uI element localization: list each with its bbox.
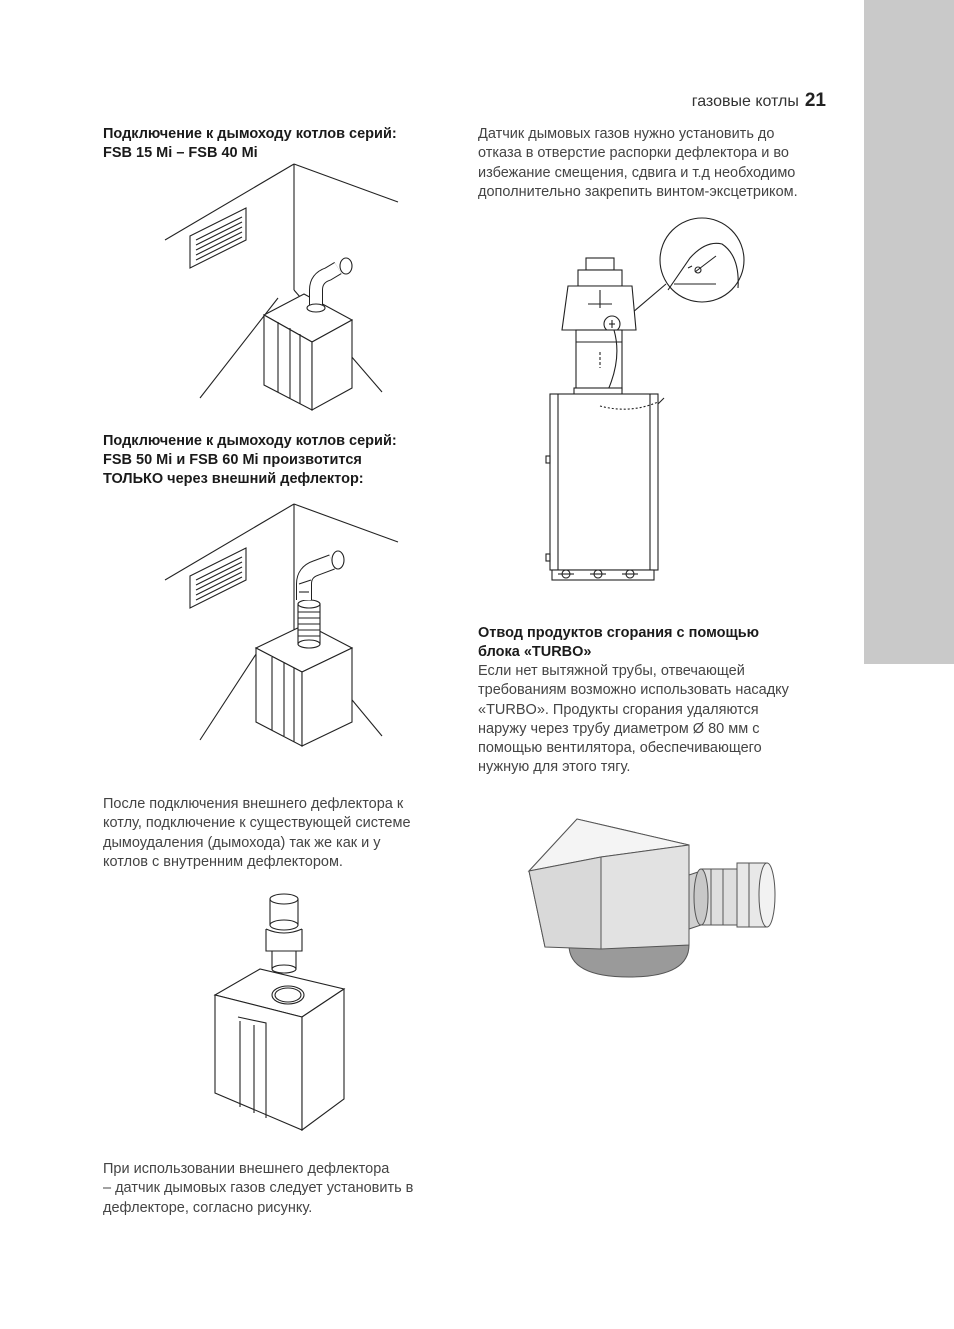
paragraph-line: дополнительно закрепить винтом-эксцетриком.: [478, 183, 798, 200]
heading-line: Подключение к дымоходу котлов серий:: [103, 126, 397, 142]
heading-line: Подключение к дымоходу котлов серий:: [103, 433, 397, 449]
heading-line: Отвод продуктов сгорания с помощью: [478, 625, 759, 641]
boiler-internal-deflector-figure: [160, 160, 400, 400]
boiler-deflector-front-figure: [210, 885, 350, 1130]
paragraph-sensor-install: [103, 1160, 413, 1218]
heading-line: блока «TURBO»: [478, 644, 592, 660]
heading-line: FSB 50 Mi и FSB 60 Mi произвотится: [103, 452, 362, 468]
heading-line: ТОЛЬКО через внешний дефлектор:: [103, 471, 364, 487]
deflector-sensor-figure: [540, 218, 770, 583]
paragraph-line: При использовании внешнего дефлектора: [103, 1161, 390, 1177]
heading-line: FSB 15 Mi – FSB 40 Mi: [103, 145, 258, 161]
paragraph-line: наружу через трубу диаметром Ø 80 мм с: [478, 720, 760, 737]
section-title: газовые котлы: [691, 93, 799, 110]
turbo-unit-figure: [525, 815, 775, 985]
paragraph-line: нужную для этого тягу.: [478, 759, 631, 776]
paragraph-line: дымоудаления (дымохода) так же как и у: [103, 834, 381, 851]
heading-turbo: [478, 624, 759, 662]
paragraph-line: отказа в отверстие распорки дефлектора и во: [478, 145, 789, 162]
paragraph-line: котлов с внутренним дефлектором.: [103, 853, 343, 870]
paragraph-line: Датчик дымовых газов нужно установить до: [478, 126, 775, 142]
paragraph-line: помощью вентилятора, обеспечивающего: [478, 740, 762, 757]
heading-fsb15-40: [103, 125, 397, 163]
paragraph-turbo: [478, 662, 789, 778]
paragraph-line: котлу, подключение к существующей системе: [103, 815, 411, 832]
page-number: 21: [804, 90, 826, 111]
side-tab: [864, 0, 954, 664]
paragraph-line: «TURBO». Продукты сгорания удаляются: [478, 701, 759, 718]
paragraph-line: требованиям возможно использовать насадку: [478, 682, 789, 699]
paragraph-line: избежание смещения, сдвига и т.д необходимо: [478, 164, 796, 181]
paragraph-sensor-placement: [478, 125, 798, 202]
paragraph-line: дефлекторе, согласно рисунку.: [103, 1199, 313, 1216]
paragraph-line: – датчик дымовых газов следует установить в: [103, 1180, 414, 1197]
paragraph-line: Если нет вытяжной трубы, отвечающей: [478, 663, 745, 679]
boiler-external-deflector-figure: [160, 500, 400, 745]
paragraph-line: После подключения внешнего дефлектора к: [103, 796, 404, 812]
paragraph-external-deflector: [103, 795, 411, 872]
heading-fsb50-60: [103, 432, 397, 489]
page-header: [692, 90, 826, 112]
